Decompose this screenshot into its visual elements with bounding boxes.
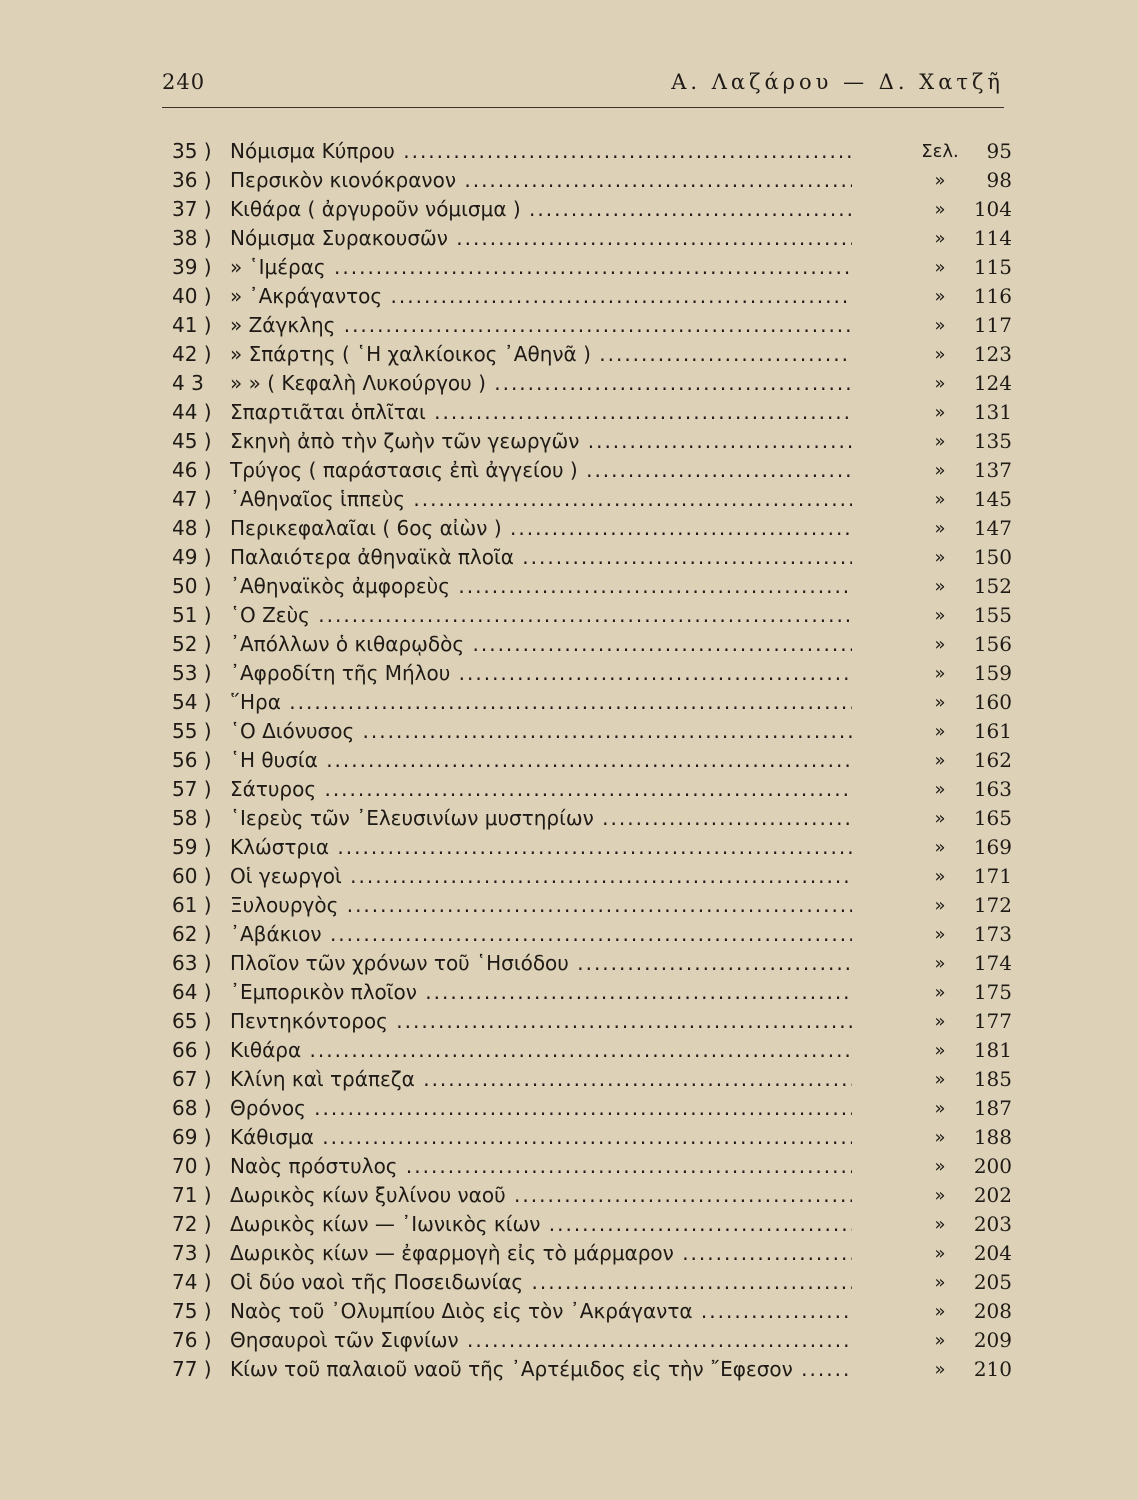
entry-title: Παλαιότερα ἀθηναϊκὰ πλοῖα ..... (230, 543, 852, 572)
entry-title: ῾Ο Ζεὺς ..... (230, 601, 852, 630)
entry-page-ref: » (934, 1185, 946, 1206)
entry-title: Οἱ γεωργοὶ ..... (230, 862, 852, 891)
entry-title: Ναὸς πρόστυλος ..... (230, 1152, 852, 1181)
entry-page-number: 116 (973, 284, 1012, 308)
entry-page-ref: » (934, 344, 946, 365)
list-item (172, 1152, 1012, 1181)
entry-page-ref: » (934, 1156, 946, 1177)
list-item (172, 253, 1012, 282)
entry-number: 55 ) (172, 719, 212, 743)
entry-title: » Σπάρτης ( ῾Η χαλκίοικος ᾿Αθηνᾶ ) ..... (230, 340, 852, 369)
list-item (172, 427, 1012, 456)
entry-number: 75 ) (172, 1299, 212, 1323)
entry-page-number: 124 (973, 371, 1012, 395)
entry-page-number: 175 (973, 980, 1012, 1004)
entry-page-ref: » (934, 1069, 946, 1090)
entry-number: 64 ) (172, 980, 212, 1004)
list-item (172, 1007, 1012, 1036)
entry-page-number: 163 (973, 777, 1012, 801)
entry-page-ref: » (934, 228, 946, 249)
page-number: 240 (162, 70, 206, 94)
entry-page-number: 165 (973, 806, 1012, 830)
list-item (172, 1239, 1012, 1268)
list-item (172, 659, 1012, 688)
entry-number: 54 ) (172, 690, 212, 714)
entry-page-ref: » (934, 489, 946, 510)
entry-number: 68 ) (172, 1096, 212, 1120)
entry-page-ref: » (934, 199, 946, 220)
entry-number: 49 ) (172, 545, 212, 569)
entry-page-number: 150 (973, 545, 1012, 569)
entry-title: Κιθάρα ( ἀργυροῦν νόμισμα ) ..... (230, 195, 852, 224)
entry-page-number: 181 (973, 1038, 1012, 1062)
entry-page-ref: » (934, 953, 946, 974)
entry-number: 74 ) (172, 1270, 212, 1294)
list-item (172, 920, 1012, 949)
entry-page-ref: » (934, 373, 946, 394)
entry-title: ῾Ο Διόνυσος ..... (230, 717, 852, 746)
entry-page-number: 137 (973, 458, 1012, 482)
list-item (172, 1123, 1012, 1152)
entry-title: ᾿Εμπορικὸν πλοῖον ..... (230, 978, 852, 1007)
list-item (172, 1036, 1012, 1065)
entry-page-number: 156 (973, 632, 1012, 656)
entry-title: Δωρικὸς κίων — ᾿Ιωνικὸς κίων ..... (230, 1210, 852, 1239)
entry-number: 42 ) (172, 342, 212, 366)
entry-page-ref: » (934, 1098, 946, 1119)
list-item (172, 1297, 1012, 1326)
entry-title: ῞Ηρα ..... (230, 688, 852, 717)
list-item (172, 1065, 1012, 1094)
list-item (172, 340, 1012, 369)
list-item (172, 1181, 1012, 1210)
entry-page-ref: » (934, 663, 946, 684)
entry-page-number: 162 (973, 748, 1012, 772)
entry-number: 44 ) (172, 400, 212, 424)
list-item (172, 949, 1012, 978)
entry-number: 50 ) (172, 574, 212, 598)
entry-title: Περικεφαλαῖαι ( 6ος αἰὼν ) ..... (230, 514, 852, 543)
entry-page-number: 200 (973, 1154, 1012, 1178)
list-item (172, 601, 1012, 630)
entry-page-number: 161 (973, 719, 1012, 743)
list-item (172, 166, 1012, 195)
entry-page-ref: » (934, 1330, 946, 1351)
entry-page-ref: » (934, 518, 946, 539)
entry-page-ref: » (934, 1243, 946, 1264)
entry-page-number: 95 (986, 139, 1012, 163)
list-item (172, 1268, 1012, 1297)
entry-page-number: 188 (973, 1125, 1012, 1149)
entry-number: 63 ) (172, 951, 212, 975)
list-item (172, 282, 1012, 311)
entry-page-number: 98 (986, 168, 1012, 192)
entry-number: 70 ) (172, 1154, 212, 1178)
entry-page-number: 172 (973, 893, 1012, 917)
page-header (162, 70, 1004, 110)
entry-page-ref: » (934, 1359, 946, 1380)
entry-page-number: 115 (973, 255, 1012, 279)
entry-number: 65 ) (172, 1009, 212, 1033)
entry-page-number: 135 (973, 429, 1012, 453)
entry-number: 45 ) (172, 429, 212, 453)
list-item (172, 514, 1012, 543)
entry-page-ref: » (934, 431, 946, 452)
entry-page-ref: Σελ. (921, 141, 959, 162)
entry-page-number: 204 (973, 1241, 1012, 1265)
entry-page-ref: » (934, 895, 946, 916)
entry-number: 46 ) (172, 458, 212, 482)
list-item (172, 1326, 1012, 1355)
list-item (172, 1210, 1012, 1239)
entry-page-ref: » (934, 605, 946, 626)
entry-number: 40 ) (172, 284, 212, 308)
entry-number: 4 3 (172, 371, 204, 395)
entry-title: Ξυλουργὸς ..... (230, 891, 852, 920)
entry-page-number: 203 (973, 1212, 1012, 1236)
entry-number: 58 ) (172, 806, 212, 830)
list-item (172, 398, 1012, 427)
entry-number: 52 ) (172, 632, 212, 656)
entry-title: » ῾Ιμέρας ..... (230, 253, 852, 282)
entry-number: 47 ) (172, 487, 212, 511)
entry-title: Κιθάρα ..... (230, 1036, 852, 1065)
entry-title: Σάτυρος ..... (230, 775, 852, 804)
entry-page-number: 145 (973, 487, 1012, 511)
entry-title: ᾿Απόλλων ὁ κιθαρῳδὸς ..... (230, 630, 852, 659)
entry-page-ref: » (934, 402, 946, 423)
entry-number: 35 ) (172, 139, 212, 163)
entry-title: ᾿Αθηναϊκὸς ἀμφορεὺς ..... (230, 572, 852, 601)
entry-number: 71 ) (172, 1183, 212, 1207)
entry-page-ref: » (934, 634, 946, 655)
list-item (172, 485, 1012, 514)
entry-number: 72 ) (172, 1212, 212, 1236)
entry-title: » » ( Κεφαλὴ Λυκούργου ) ..... (230, 369, 852, 398)
illustrations-list (172, 137, 1012, 1384)
entry-number: 41 ) (172, 313, 212, 337)
entry-title: Σπαρτιᾶται ὁπλῖται ..... (230, 398, 852, 427)
entry-title: Κλίνη καὶ τράπεζα ..... (230, 1065, 852, 1094)
entry-number: 73 ) (172, 1241, 212, 1265)
entry-title: ᾿Αβάκιον ..... (230, 920, 852, 949)
entry-page-ref: » (934, 1127, 946, 1148)
entry-title: » Ζάγκλης ..... (230, 311, 852, 340)
entry-title: Δωρικὸς κίων ξυλίνου ναοῦ ..... (230, 1181, 852, 1210)
entry-title: ῾Η θυσία ..... (230, 746, 852, 775)
entry-page-number: 131 (973, 400, 1012, 424)
entry-page-number: 117 (973, 313, 1012, 337)
list-item (172, 630, 1012, 659)
entry-title: ᾿Αθηναῖος ἱππεὺς ..... (230, 485, 852, 514)
entry-page-ref: » (934, 982, 946, 1003)
entry-title: Πλοῖον τῶν χρόνων τοῦ ῾Ησιόδου ..... (230, 949, 852, 978)
running-head: Α. Λαζάρου — Δ. Χατζῆ (671, 70, 1004, 94)
list-item (172, 804, 1012, 833)
entry-title: Ναὸς τοῦ ᾿Ολυμπίου Διὸς εἰς τὸν ᾿Ακράγαντα ..... (230, 1297, 852, 1326)
list-item (172, 833, 1012, 862)
entry-page-number: 169 (973, 835, 1012, 859)
entry-number: 36 ) (172, 168, 212, 192)
entry-title: » ᾿Ακράγαντος ..... (230, 282, 852, 311)
entry-page-number: 187 (973, 1096, 1012, 1120)
entry-page-ref: » (934, 779, 946, 800)
list-item (172, 775, 1012, 804)
entry-title: Σκηνὴ ἀπὸ τὴν ζωὴν τῶν γεωργῶν ..... (230, 427, 852, 456)
list-item (172, 456, 1012, 485)
list-item (172, 572, 1012, 601)
list-item (172, 717, 1012, 746)
entry-number: 39 ) (172, 255, 212, 279)
list-item (172, 978, 1012, 1007)
entry-page-number: 205 (973, 1270, 1012, 1294)
entry-page-number: 160 (973, 690, 1012, 714)
entry-title: Κάθισμα ..... (230, 1123, 852, 1152)
entry-title: Νόμισμα Συρακουσῶν ..... (230, 224, 852, 253)
list-item (172, 369, 1012, 398)
entry-title: Οἱ δύο ναοὶ τῆς Ποσειδωνίας ..... (230, 1268, 852, 1297)
list-item (172, 862, 1012, 891)
entry-page-number: 171 (973, 864, 1012, 888)
entry-title: ᾿Αφροδίτη τῆς Μήλου ..... (230, 659, 852, 688)
entry-number: 51 ) (172, 603, 212, 627)
entry-page-ref: » (934, 460, 946, 481)
entry-page-ref: » (934, 924, 946, 945)
list-item (172, 137, 1012, 166)
entry-number: 48 ) (172, 516, 212, 540)
entry-number: 38 ) (172, 226, 212, 250)
entry-page-ref: » (934, 808, 946, 829)
header-rule (162, 107, 1004, 108)
entry-number: 37 ) (172, 197, 212, 221)
entry-page-ref: » (934, 170, 946, 191)
entry-page-number: 155 (973, 603, 1012, 627)
list-item (172, 891, 1012, 920)
entry-page-number: 104 (973, 197, 1012, 221)
entry-title: Περσικὸν κιονόκρανον ..... (230, 166, 852, 195)
entry-title: Θρόνος ..... (230, 1094, 852, 1123)
entry-page-ref: » (934, 721, 946, 742)
entry-number: 76 ) (172, 1328, 212, 1352)
entry-number: 67 ) (172, 1067, 212, 1091)
entry-page-ref: » (934, 866, 946, 887)
entry-title: Τρύγος ( παράστασις ἐπὶ ἀγγείου ) ..... (230, 456, 852, 485)
entry-title: Πεντηκόντορος ..... (230, 1007, 852, 1036)
entry-title: Νόμισμα Κύπρου ..... (230, 137, 852, 166)
entry-page-ref: » (934, 547, 946, 568)
entry-page-number: 147 (973, 516, 1012, 540)
entry-page-ref: » (934, 837, 946, 858)
entry-number: 61 ) (172, 893, 212, 917)
entry-page-ref: » (934, 692, 946, 713)
entry-number: 69 ) (172, 1125, 212, 1149)
list-item (172, 746, 1012, 775)
entry-page-ref: » (934, 576, 946, 597)
list-item (172, 1094, 1012, 1123)
list-item (172, 688, 1012, 717)
entry-page-number: 177 (973, 1009, 1012, 1033)
entry-number: 66 ) (172, 1038, 212, 1062)
entry-page-ref: » (934, 1214, 946, 1235)
entry-page-number: 210 (973, 1357, 1012, 1381)
entry-number: 77 ) (172, 1357, 212, 1381)
entry-title: Κίων τοῦ παλαιοῦ ναοῦ τῆς ᾿Αρτέμιδος εἰς τὴν ῎Εφεσον ..... (230, 1355, 852, 1384)
entry-title: Κλώστρια ..... (230, 833, 852, 862)
entry-page-number: 159 (973, 661, 1012, 685)
list-item (172, 311, 1012, 340)
entry-page-number: 173 (973, 922, 1012, 946)
entry-page-number: 123 (973, 342, 1012, 366)
entry-page-number: 208 (973, 1299, 1012, 1323)
list-item (172, 543, 1012, 572)
entry-page-ref: » (934, 1272, 946, 1293)
entry-page-number: 185 (973, 1067, 1012, 1091)
entry-page-number: 202 (973, 1183, 1012, 1207)
list-item (172, 1355, 1012, 1384)
entry-page-ref: » (934, 315, 946, 336)
entry-title: ῾Ιερεὺς τῶν ᾿Ελευσινίων μυστηρίων ..... (230, 804, 852, 833)
entry-title: Δωρικὸς κίων — ἐφαρμογὴ εἰς τὸ μάρμαρον ..... (230, 1239, 852, 1268)
entry-page-ref: » (934, 1011, 946, 1032)
entry-number: 57 ) (172, 777, 212, 801)
entry-page-number: 114 (973, 226, 1012, 250)
entry-number: 60 ) (172, 864, 212, 888)
entry-number: 62 ) (172, 922, 212, 946)
list-item (172, 224, 1012, 253)
entry-page-number: 152 (973, 574, 1012, 598)
entry-number: 56 ) (172, 748, 212, 772)
entry-page-ref: » (934, 750, 946, 771)
entry-page-number: 174 (973, 951, 1012, 975)
entry-page-ref: » (934, 257, 946, 278)
entry-number: 53 ) (172, 661, 212, 685)
list-item (172, 195, 1012, 224)
entry-page-ref: » (934, 1040, 946, 1061)
entry-page-ref: » (934, 1301, 946, 1322)
entry-title: Θησαυροὶ τῶν Σιφνίων ..... (230, 1326, 852, 1355)
entry-number: 59 ) (172, 835, 212, 859)
entry-page-number: 209 (973, 1328, 1012, 1352)
entry-page-ref: » (934, 286, 946, 307)
